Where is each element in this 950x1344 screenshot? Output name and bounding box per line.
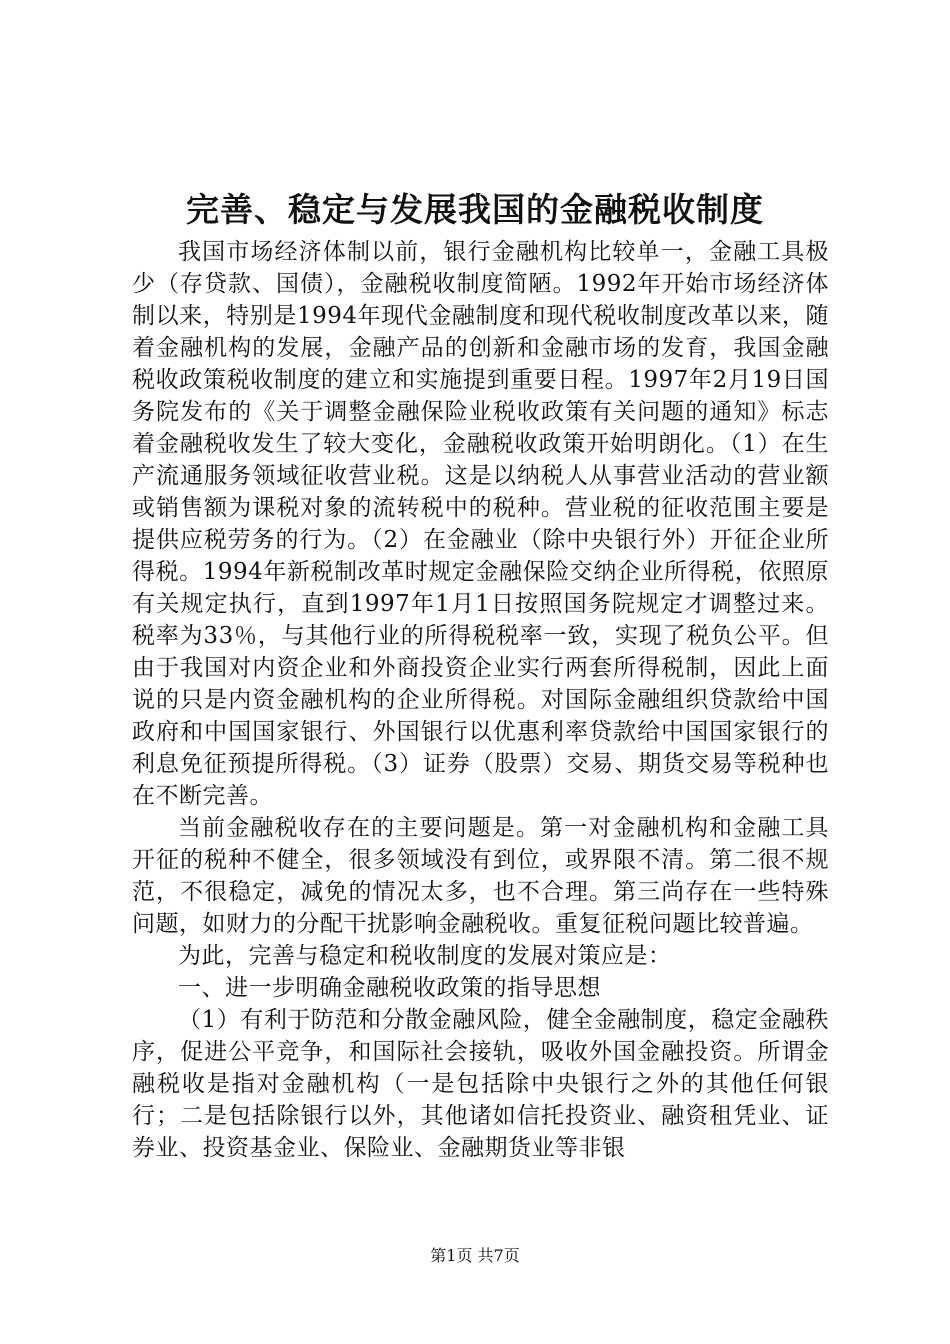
- paragraph-problems: 当前金融税收存在的主要问题是。第一对金融机构和金融工具开征的税种不健全，很多领域没有到位，或界限不清。第二很不规范，不很稳定，减免的情况太多，也不合理。第三尚存在一些特殊问题，如财力的分配干扰影响金融税收。重复征税问题比较普遍。: [132, 815, 829, 937]
- document-body: [132, 236, 829, 1164]
- paragraph-guiding-idea: （1）有利于防范和分散金融风险，健全金融制度，稳定金融秩序，促进公平竞争，和国际社会接轨，吸收外国金融投资。所谓金融税收是指对金融机构（一是包括除中央银行之外的其他任何银行；二是包括除银行以外，其他诸如信托投资业、融资租凭业、证券业、投资基金业、保险业、金融期货业等非银: [132, 1007, 829, 1161]
- page-footer: 第1页 共7页: [430, 1246, 520, 1265]
- section-heading-one: 一、进一步明确金融税收政策的指导思想: [178, 975, 601, 1001]
- paragraph-intro: 我国市场经济体制以前，银行金融机构比较单一，金融工具极少（存贷款、国债），金融税收制度简陋。1992年开始市场经济体制以来，特别是1994年现代金融制度和现代税收制度改革以来，随着金融机构的发展，金融产品的创新和金融市场的发育，我国金融税收政策税收制度的建立和实施提到重要日程。1997年2月19日国务院发布的《关于调整金融保险业税收政策有关问题的通知》标志着金融税收发生了较大变化，金融税收政策开始明朗化。（1）在生产流通服务领域征收营业税。这是以纳税人从事营业活动的营业额或销售额为课税对象的流转税中的税种。营业税的征收范围主要是提供应税劳务的行为。（2）在金融业（除中央银行外）开征企业所得税。1994年新税制改革时规定金融保险交纳企业所得税，依照原有关规定执行，直到1997年1月1日按照国务院规定才调整过来。税率为33％，与其他行业的所得税税率一致，实现了税负公平。但由于我国对内资企业和外商投资企业实行两套所得税制，因此上面说的只是内资金融机构的企业所得税。对国际金融组织贷款给中国政府和中国国家银行、外国银行以优惠利率贷款给中国国家银行的利息免征预提所得税。（3）证券（股票）交易、期货交易等税种也在不断完善。: [132, 239, 829, 809]
- document-title: 完善、稳定与发展我国的金融税收制度: [186, 190, 764, 229]
- paragraph-countermeasures-lead: 为此，完善与稳定和税收制度的发展对策应是：: [178, 943, 672, 969]
